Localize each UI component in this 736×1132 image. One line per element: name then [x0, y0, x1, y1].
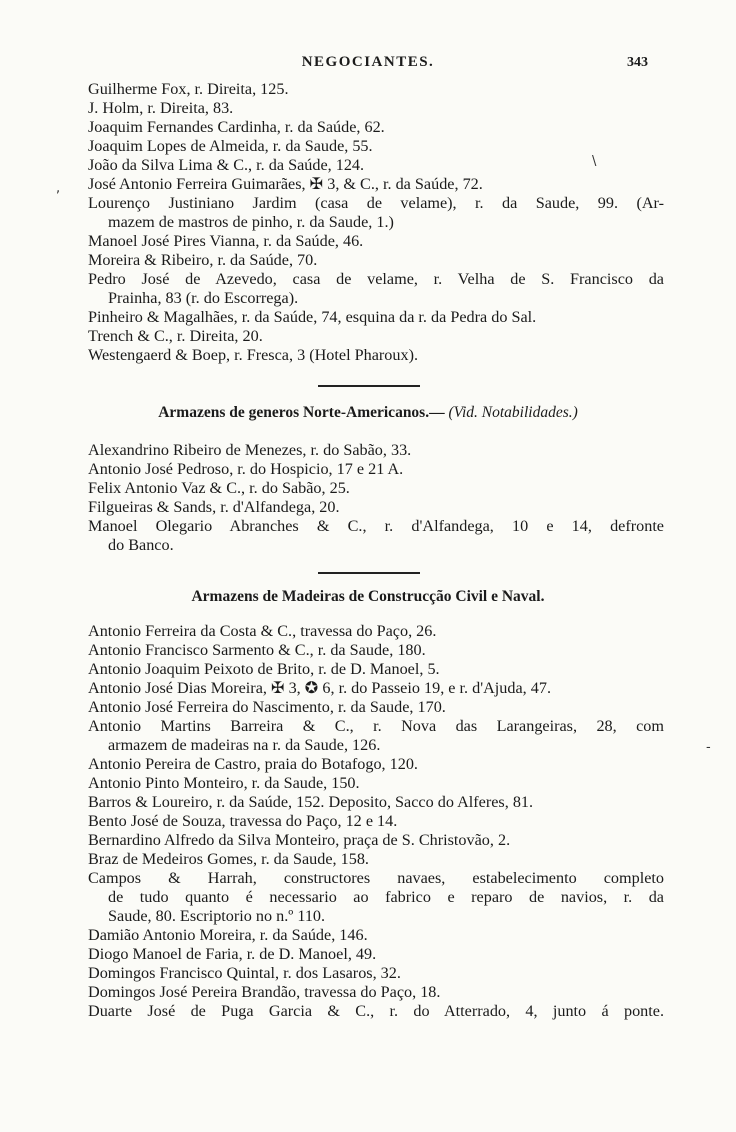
list-item: Antonio Ferreira da Costa & C., travessa do Paço, 26.: [88, 622, 437, 640]
list-item: Manoel Olegario Abranches & C., r. d'Alfandega, 10 e 14, defronte: [88, 517, 664, 535]
list-item-continuation: mazem de mastros de pinho, r. da Saude, 1.): [108, 213, 394, 231]
list-item: Domingos José Pereira Brandão, travessa do Paço, 18.: [88, 983, 441, 1001]
list-item: Barros & Loureiro, r. da Saúde, 152. Deposito, Sacco do Alferes, 81.: [88, 793, 534, 811]
list-item: Antonio Joaquim Peixoto de Brito, r. de D. Manoel, 5.: [88, 660, 440, 678]
list-item: Alexandrino Ribeiro de Menezes, r. do Sabão, 33.: [88, 441, 412, 459]
list-item: Diogo Manoel de Faria, r. de D. Manoel, 49.: [88, 945, 377, 963]
list-item: Antonio José Dias Moreira, ✠ 3, ✪ 6, r. do Passeio 19, e r. d'Ajuda, 47.: [88, 679, 552, 697]
section-note: (Vid. Notabilidades.): [448, 404, 578, 421]
list-item: Westengaerd & Boep, r. Fresca, 3 (Hotel Pharoux).: [88, 346, 419, 364]
list-item: Filgueiras & Sands, r. d'Alfandega, 20.: [88, 498, 340, 516]
stray-mark: -: [706, 740, 711, 755]
list-item: João da Silva Lima & C., r. da Saúde, 124.: [88, 156, 365, 174]
list-item-continuation: Prainha, 83 (r. do Escorrega).: [108, 289, 299, 307]
list-item: Antonio José Ferreira do Nascimento, r. da Saude, 170.: [88, 698, 446, 716]
section-divider: [318, 385, 420, 387]
list-item-continuation: armazem de madeiras na r. da Saude, 126.: [108, 736, 381, 754]
list-item: Damião Antonio Moreira, r. da Saúde, 146.: [88, 926, 368, 944]
list-item-continuation: de tudo quanto é necessario ao fabrico e reparo de navios, r. da: [108, 888, 664, 906]
section-title-madeiras: Armazens de Madeiras de Construcção Civil e Naval.: [191, 588, 545, 605]
stray-mark: ,: [56, 181, 61, 196]
list-item: Trench & C., r. Direita, 20.: [88, 327, 263, 345]
page-number: 343: [627, 55, 648, 70]
list-item: Moreira & Ribeiro, r. da Saúde, 70.: [88, 251, 318, 269]
list-item: Antonio Pinto Monteiro, r. da Saude, 150.: [88, 774, 360, 792]
list-item: Lourenço Justiniano Jardim (casa de velame), r. da Saude, 99. (Ar-: [88, 194, 664, 212]
list-item: Braz de Medeiros Gomes, r. da Saude, 158.: [88, 850, 369, 868]
section-divider: [318, 572, 420, 574]
list-item: Pinheiro & Magalhães, r. da Saúde, 74, esquina da r. da Pedra do Sal.: [88, 308, 537, 326]
list-item: Antonio Martins Barreira & C., r. Nova das Larangeiras, 28, com: [88, 717, 664, 735]
list-item: Antonio José Pedroso, r. do Hospicio, 17 e 21 A.: [88, 460, 404, 478]
page-header: [0, 54, 736, 76]
list-item-continuation: Saude, 80. Escriptorio no n.º 110.: [108, 907, 326, 925]
list-item: Domingos Francisco Quintal, r. dos Lasaros, 32.: [88, 964, 401, 982]
list-item: Bernardino Alfredo da Silva Monteiro, praça de S. Christovão, 2.: [88, 831, 511, 849]
list-item: J. Holm, r. Direita, 83.: [88, 99, 234, 117]
section-title-text: Armazens de generos Norte-Americanos.—: [158, 404, 445, 421]
list-item: Manoel José Pires Vianna, r. da Saúde, 46.: [88, 232, 364, 250]
list-item: Antonio Pereira de Castro, praia do Botafogo, 120.: [88, 755, 418, 773]
list-item: Felix Antonio Vaz & C., r. do Sabão, 25.: [88, 479, 350, 497]
list-item-continuation: do Banco.: [108, 536, 174, 554]
list-item: Pedro José de Azevedo, casa de velame, r. Velha de S. Francisco da: [88, 270, 664, 288]
list-item: Joaquim Fernandes Cardinha, r. da Saúde, 62.: [88, 118, 385, 136]
list-item: Joaquim Lopes de Almeida, r. da Saude, 55.: [88, 137, 373, 155]
running-head: NEGOCIANTES.: [301, 54, 435, 70]
list-item: Bento José de Souza, travessa do Paço, 12 e 14.: [88, 812, 398, 830]
list-item: Guilherme Fox, r. Direita, 125.: [88, 80, 289, 98]
list-item: José Antonio Ferreira Guimarães, ✠ 3, & C., r. da Saúde, 72.: [88, 175, 483, 193]
section-title-americanos: [0, 403, 736, 422]
stray-mark: \: [592, 154, 597, 169]
list-item: Campos & Harrah, constructores navaes, estabelecimento completo: [88, 869, 664, 887]
list-item: Duarte José de Puga Garcia & C., r. do Atterrado, 4, junto á ponte.: [88, 1002, 664, 1020]
list-item: Antonio Francisco Sarmento & C., r. da Saude, 180.: [88, 641, 426, 659]
